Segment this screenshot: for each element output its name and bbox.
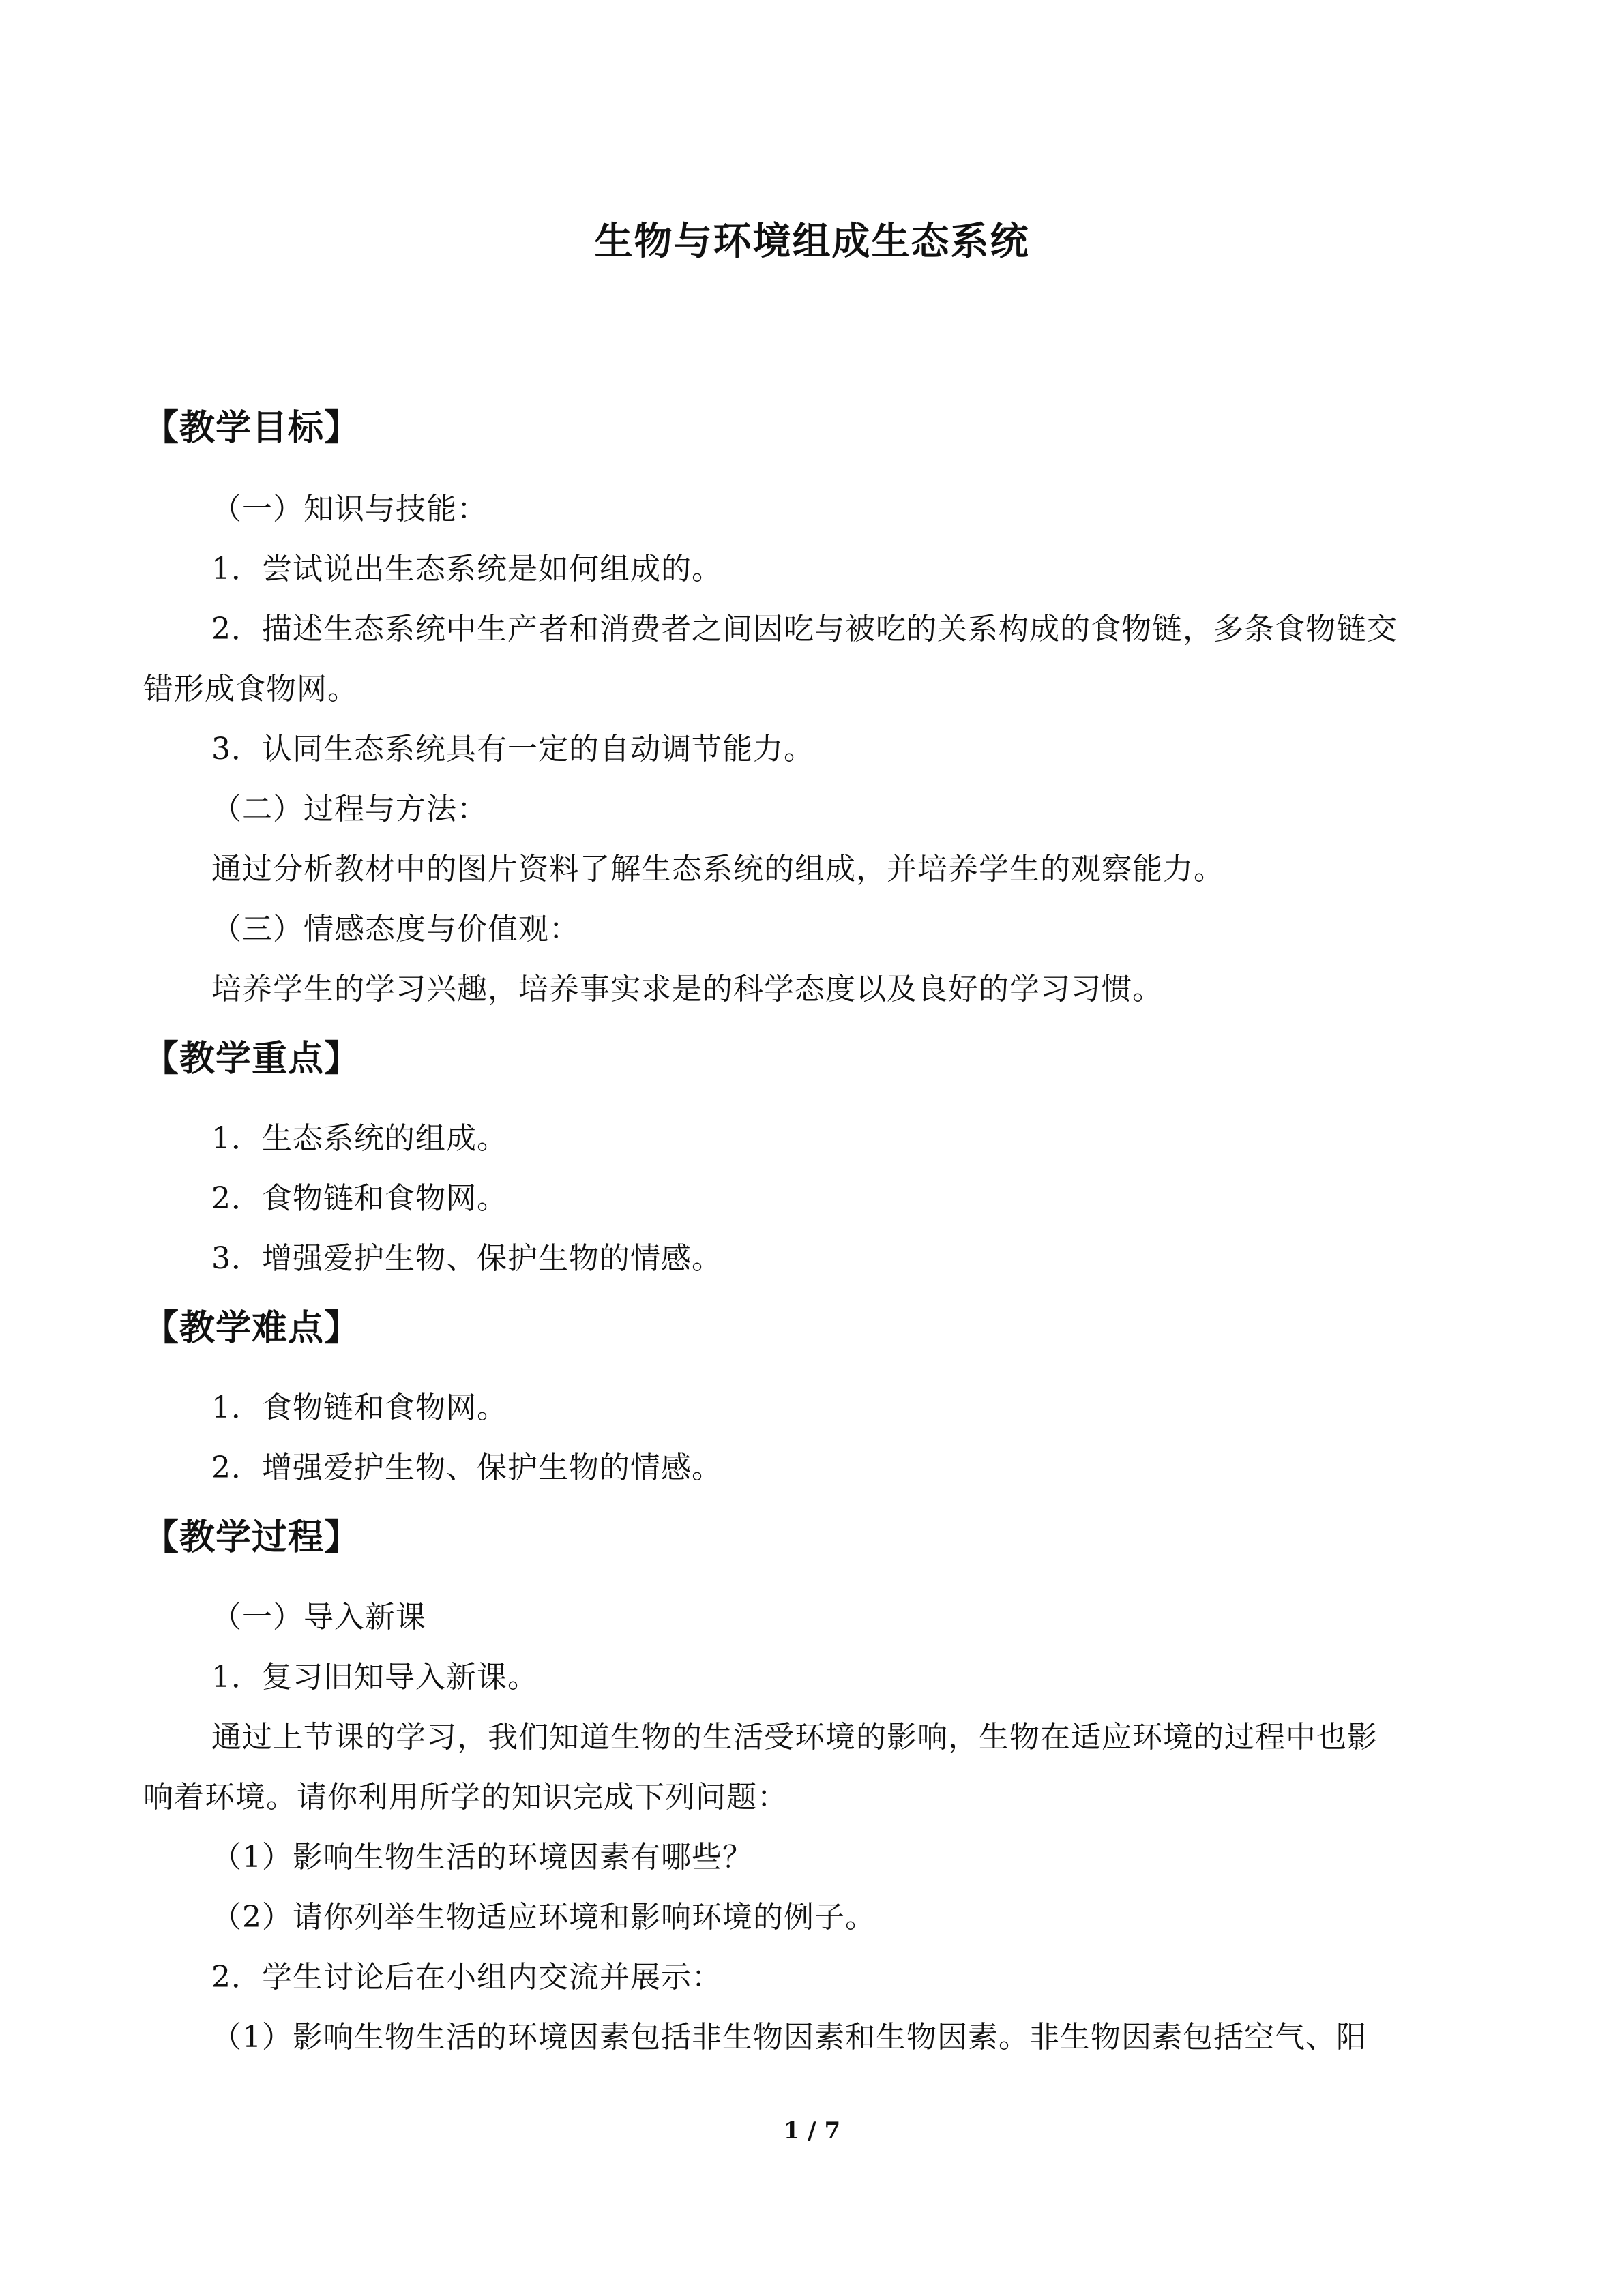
paragraph-line: 2．描述生态系统中生产者和消费者之间因吃与被吃的关系构成的食物链，多条食物链交 <box>211 612 1398 646</box>
paragraph-line: （1）影响生物生活的环境因素包括非生物因素和生物因素。非生物因素包括空气、阳 <box>211 2020 1367 2055</box>
paragraph-line: 1．尝试说出生态系统是如何组成的。 <box>211 552 722 586</box>
page-number: 1 / 7 <box>783 2117 841 2145</box>
paragraph-line: 1．复习旧知导入新课。 <box>211 1660 538 1695</box>
section-heading-key-points: 【教学重点】 <box>143 1039 361 1079</box>
paragraph-line: 错形成食物网。 <box>143 672 358 706</box>
paragraph-line: 3．认同生态系统具有一定的自动调节能力。 <box>211 732 814 766</box>
section-heading-objectives: 【教学目标】 <box>143 408 361 449</box>
paragraph-line: 1．生态系统的组成。 <box>211 1121 507 1156</box>
paragraph-line: 1．食物链和食物网。 <box>211 1390 507 1425</box>
section-heading-process: 【教学过程】 <box>143 1517 361 1558</box>
paragraph-line: 2．学生讨论后在小组内交流并展示： <box>211 1960 722 1995</box>
document-title: 生物与环境组成生态系统 <box>594 220 1030 264</box>
paragraph-line: （三）情感态度与价值观： <box>211 912 580 946</box>
paragraph-line: 2．食物链和食物网。 <box>211 1181 507 1216</box>
paragraph-line: 2．增强爱护生物、保护生物的情感。 <box>211 1450 722 1485</box>
paragraph-line: （一）知识与技能： <box>211 492 488 526</box>
paragraph-line: （1）影响生物生活的环境因素有哪些？ <box>211 1840 753 1875</box>
paragraph-line: （一）导入新课 <box>211 1600 426 1635</box>
paragraph-line: 通过上节课的学习，我们知道生物的生活受环境的影响，生物在适应环境的过程中也影 <box>211 1720 1378 1755</box>
paragraph-line: 培养学生的学习兴趣，培养事实求是的科学态度以及良好的学习习惯。 <box>211 972 1163 1007</box>
section-heading-difficulties: 【教学难点】 <box>143 1308 361 1349</box>
paragraph-line: 通过分析教材中的图片资料了解生态系统的组成，并培养学生的观察能力。 <box>211 852 1224 886</box>
paragraph-line: （2）请你列举生物适应环境和影响环境的例子。 <box>211 1900 876 1935</box>
paragraph-line: 3．增强爱护生物、保护生物的情感。 <box>211 1241 722 1276</box>
paragraph-line: （二）过程与方法： <box>211 792 488 826</box>
paragraph-line: 响着环境。请你利用所学的知识完成下列问题： <box>143 1780 788 1815</box>
